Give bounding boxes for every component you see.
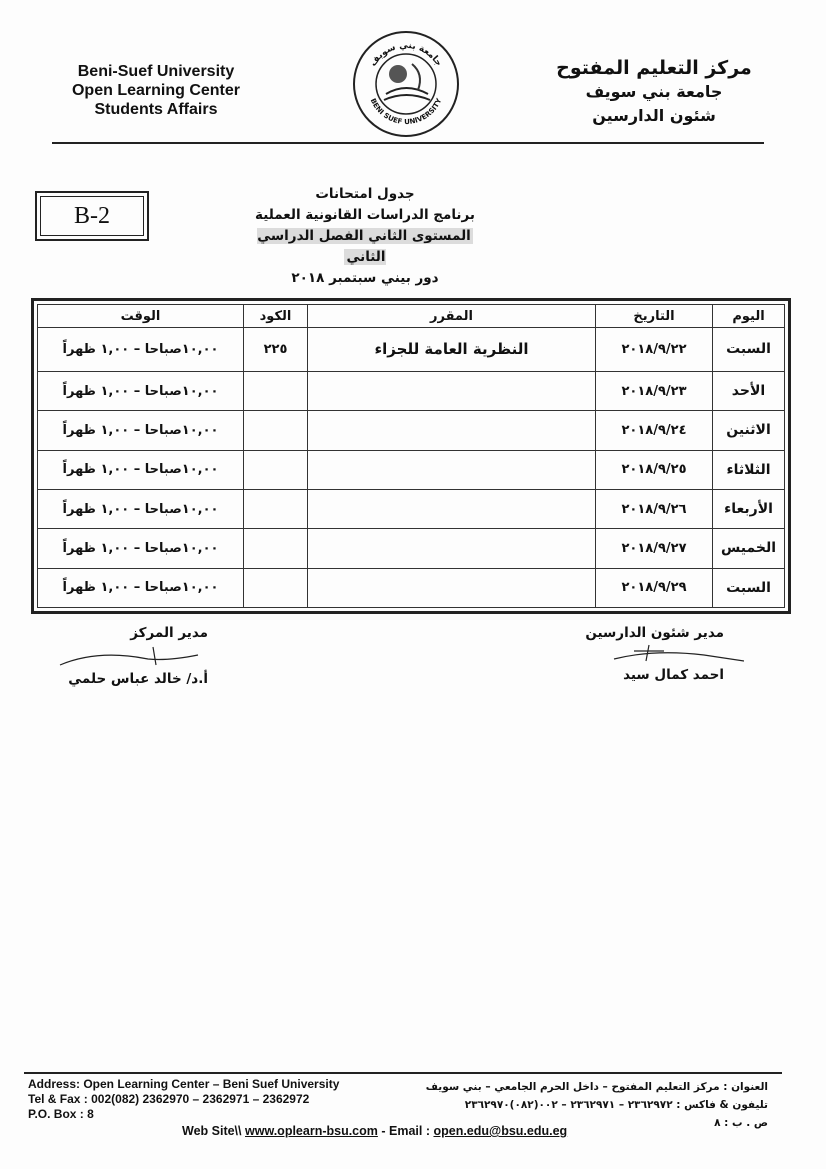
university-logo (352, 30, 460, 138)
table-row (38, 529, 785, 568)
university-name-en: Beni-Suef University (77, 63, 235, 80)
cell-day: السبت (713, 568, 785, 607)
header-english (66, 62, 246, 119)
table-row (38, 450, 785, 489)
tel-en: Tel & Fax : 002(082) 2362970 – 2362971 – 2362972 (28, 1092, 310, 1106)
cell-time: ١٠,٠٠صباحا – ١,٠٠ ظهراً (38, 450, 244, 489)
header-course: المقرر (308, 305, 596, 328)
title-line-2: برنامج الدراسات القانونية العملية (255, 207, 475, 223)
table-header-row (38, 305, 785, 328)
website-link[interactable]: www.oplearn-bsu.com (245, 1124, 378, 1138)
center-name-ar: مركز التعليم المفتوح (556, 57, 752, 79)
cell-code (244, 489, 308, 528)
cell-day: الثلاثاء (713, 450, 785, 489)
cell-course (308, 568, 596, 607)
center-name-en: Open Learning Center (71, 82, 241, 99)
cell-course (308, 450, 596, 489)
cell-time: ١٠,٠٠صباحا – ١,٠٠ ظهراً (38, 328, 244, 372)
exam-schedule-table (31, 298, 791, 614)
department-name-en: Students Affairs (94, 101, 218, 118)
cell-time: ١٠,٠٠صباحا – ١,٠٠ ظهراً (38, 529, 244, 568)
cell-day: الاثنين (713, 411, 785, 450)
cell-code (244, 371, 308, 410)
signature-title: مدير شئون الدارسين (585, 625, 724, 641)
signature-center-director (58, 625, 208, 687)
title-line-1: جدول امتحانات (315, 186, 415, 202)
table-row (38, 411, 785, 450)
signature-title: مدير المركز (130, 625, 208, 641)
cell-date: ٢٠١٨/٩/٢٥ (596, 450, 713, 489)
cell-date: ٢٠١٨/٩/٢٤ (596, 411, 713, 450)
university-name-ar: جامعة بني سويف (585, 82, 723, 101)
program-code-box (35, 191, 149, 241)
exam-schedule-title (240, 184, 490, 289)
cell-course (308, 489, 596, 528)
po-box-ar: ص . ب : ٨ (714, 1117, 768, 1129)
table-row (38, 568, 785, 607)
cell-day: الخميس (713, 529, 785, 568)
cell-day: الأحد (713, 371, 785, 410)
header-day: اليوم (713, 305, 785, 328)
footer-divider (24, 1072, 782, 1074)
header-time: الوقت (38, 305, 244, 328)
cell-code: ٢٢٥ (244, 328, 308, 372)
title-line-4: دور بيني سبتمبر ٢٠١٨ (291, 270, 439, 286)
header-arabic (554, 56, 754, 128)
cell-date: ٢٠١٨/٩/٢٢ (596, 328, 713, 372)
cell-time: ١٠,٠٠صباحا – ١,٠٠ ظهراً (38, 371, 244, 410)
svg-text:BENI SUEF UNIVERSITY (369, 96, 444, 126)
cell-code (244, 529, 308, 568)
signature-students-affairs (584, 625, 724, 683)
logo-arabic-text: جامعة بني سويف (368, 40, 444, 69)
cell-date: ٢٠١٨/٩/٢٦ (596, 489, 713, 528)
signature-name: أ.د/ خالد عباس حلمي (68, 671, 208, 687)
table-row (38, 489, 785, 528)
cell-time: ١٠,٠٠صباحا – ١,٠٠ ظهراً (38, 568, 244, 607)
title-line-3: المستوى الثاني الفصل الدراسي الثاني (257, 228, 471, 265)
cell-date: ٢٠١٨/٩/٢٣ (596, 371, 713, 410)
cell-day: الأربعاء (713, 489, 785, 528)
tel-ar: تليفون & فاكس : ٢٣٦٢٩٧٢ – ٢٣٦٢٩٧١ – ٠٠٢(٠٨٢)٢٣٦٢٩٧٠ (464, 1099, 768, 1111)
address-en: Address: Open Learning Center – Beni Suef University (28, 1077, 340, 1091)
header-date: التاريخ (596, 305, 713, 328)
cell-course: النظرية العامة للجزاء (308, 328, 596, 372)
cell-course (308, 371, 596, 410)
footer-contact (182, 1124, 567, 1138)
logo-english-text: BENI SUEF UNIVERSITY (368, 97, 444, 127)
cell-day: السبت (713, 328, 785, 372)
website-label: Web Site\\ (182, 1124, 242, 1138)
program-code: B-2 (74, 202, 110, 229)
signature-name: احمد كمال سيد (623, 667, 724, 683)
cell-date: ٢٠١٨/٩/٢٧ (596, 529, 713, 568)
table-row (38, 328, 785, 372)
department-name-ar: شئون الدارسين (592, 106, 716, 125)
cell-date: ٢٠١٨/٩/٢٩ (596, 568, 713, 607)
cell-course (308, 529, 596, 568)
email-link[interactable]: open.edu@bsu.edu.eg (433, 1124, 568, 1138)
email-label: - Email : (381, 1124, 434, 1138)
cell-code (244, 450, 308, 489)
handwritten-signature (58, 641, 208, 671)
cell-code (244, 568, 308, 607)
header-divider (52, 142, 764, 144)
header-code: الكود (244, 305, 308, 328)
po-box-en: P.O. Box : 8 (28, 1107, 94, 1121)
cell-time: ١٠,٠٠صباحا – ١,٠٠ ظهراً (38, 489, 244, 528)
cell-course (308, 411, 596, 450)
address-ar: العنوان : مركز التعليم المفتوح – داخل الحرم الجامعي – بني سويف (425, 1081, 768, 1093)
cell-time: ١٠,٠٠صباحا – ١,٠٠ ظهراً (38, 411, 244, 450)
footer-address-en (28, 1077, 339, 1122)
table-row (38, 371, 785, 410)
cell-code (244, 411, 308, 450)
